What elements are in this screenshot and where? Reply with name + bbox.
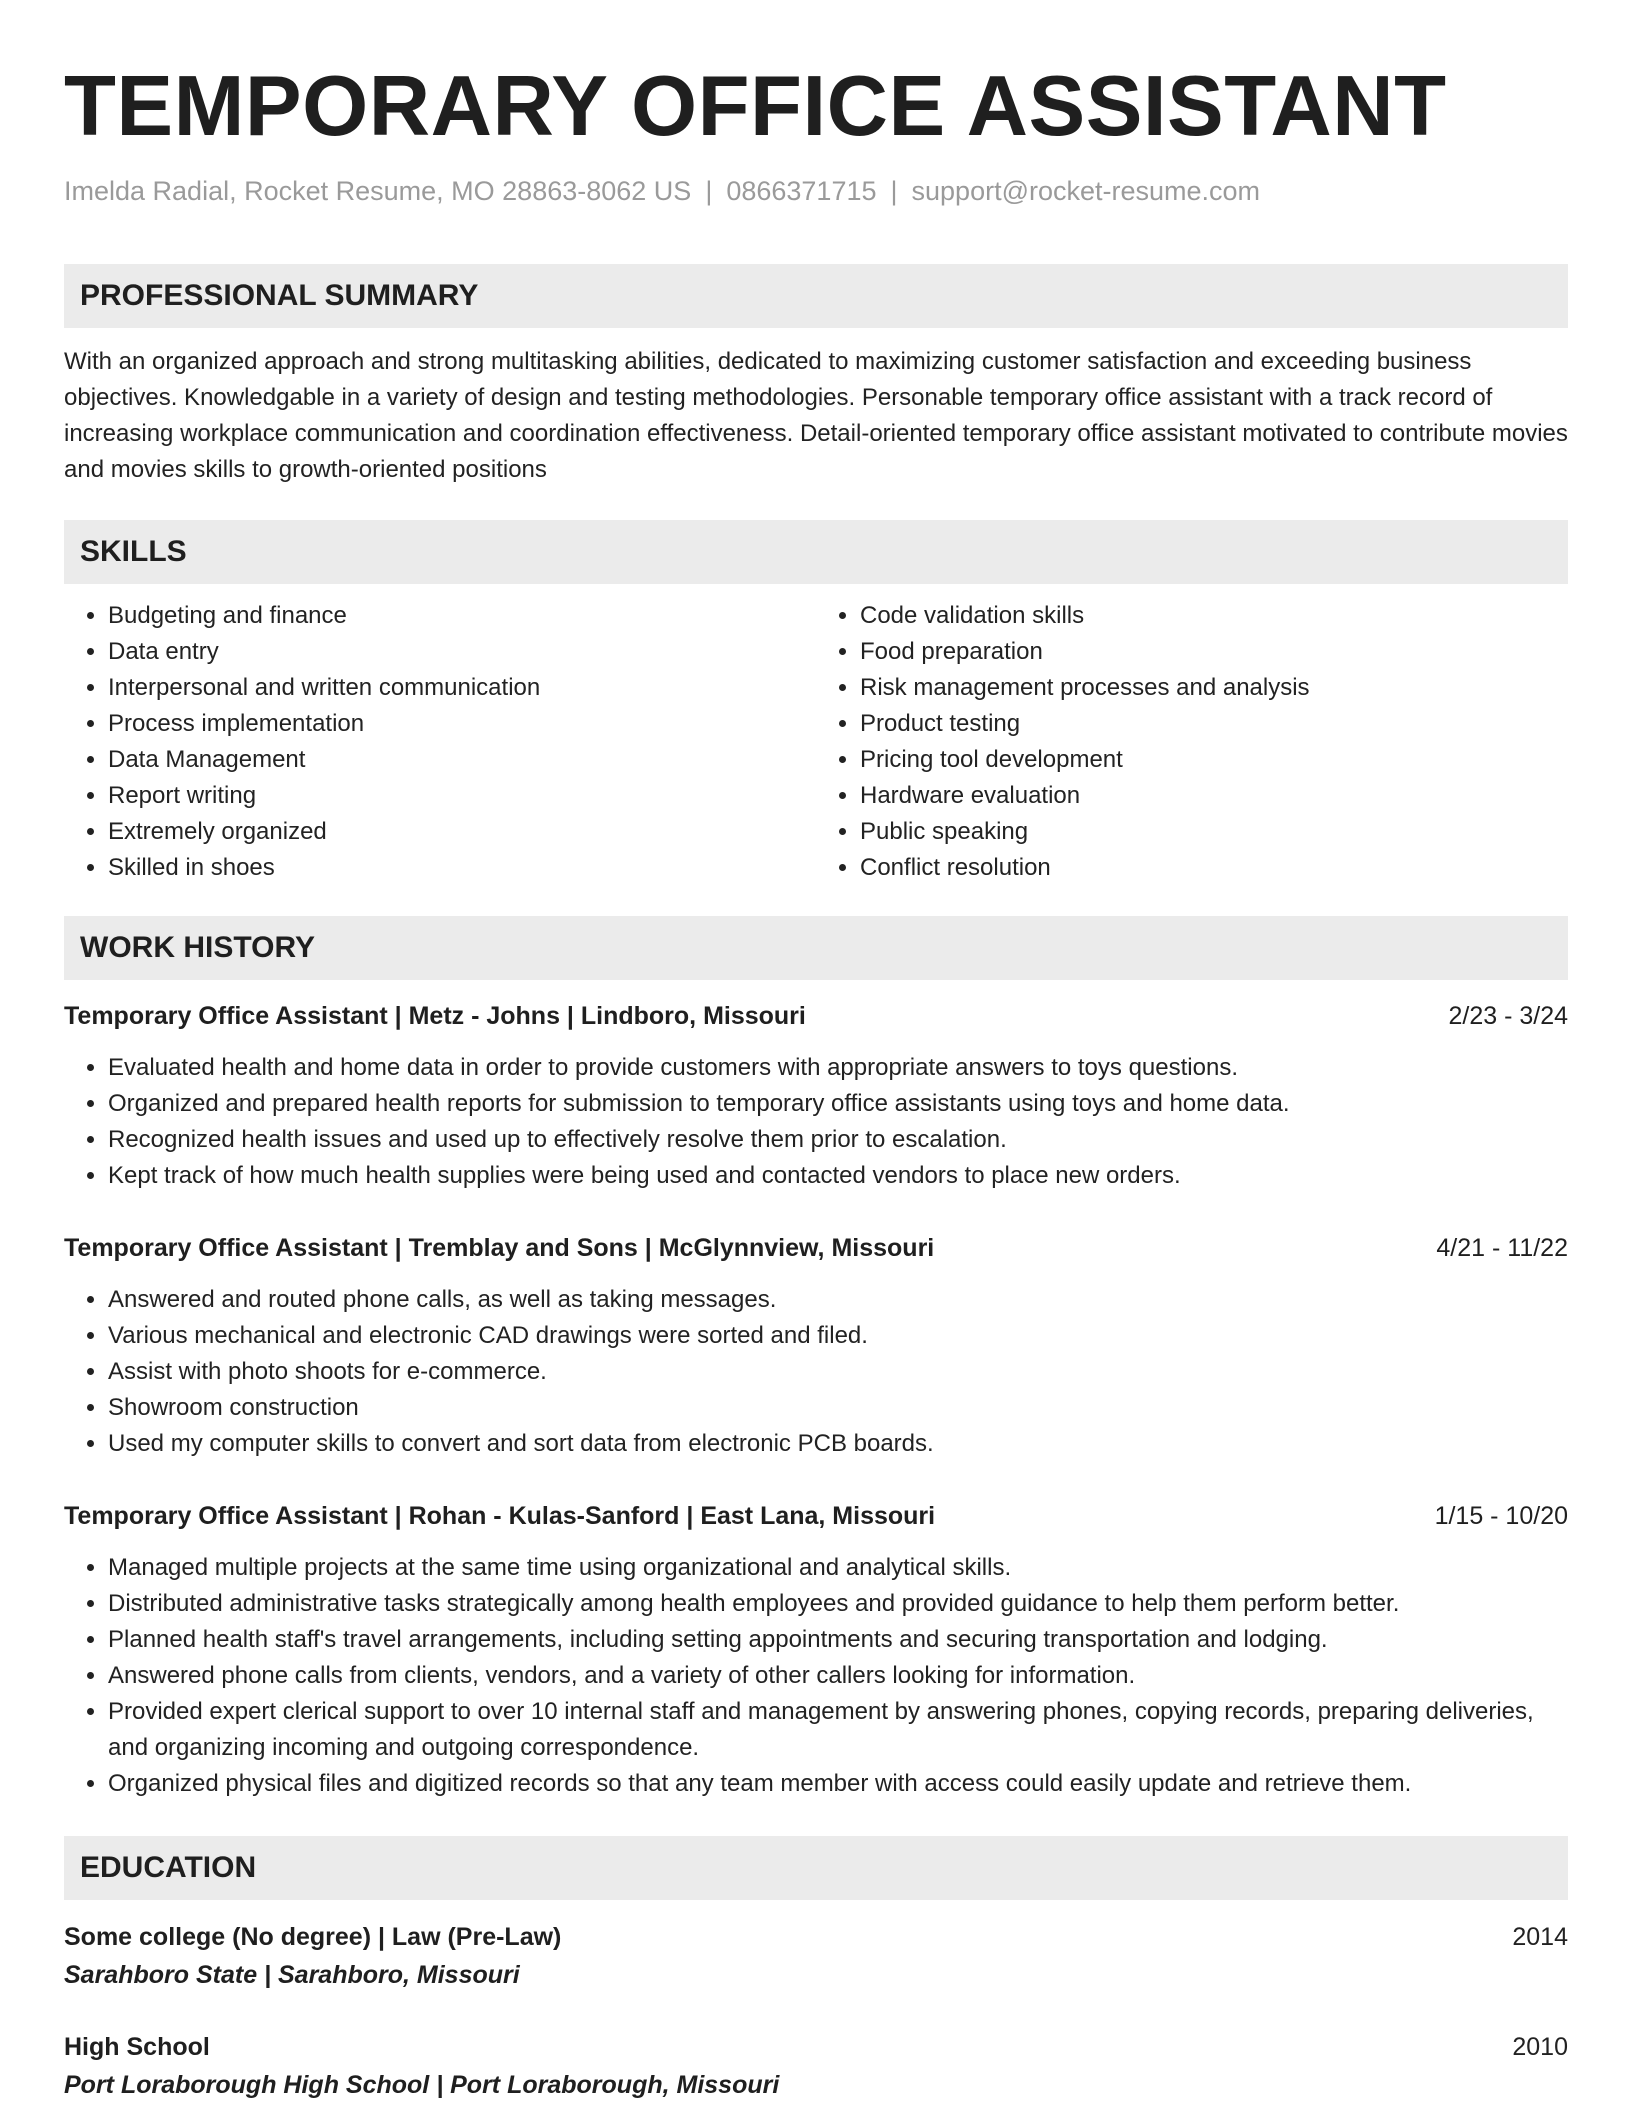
contact-separator: | (890, 176, 898, 206)
job-title: Temporary Office Assistant | Metz - Johns | Lindboro, Missouri (64, 1002, 806, 1030)
education-year: 2010 (1512, 2033, 1568, 2061)
skill-item: • Risk management processes and analysis (860, 670, 1568, 706)
resume-title: TEMPORARY OFFICE ASSISTANT (64, 59, 1447, 154)
skill-item: • Food preparation (860, 634, 1568, 670)
education-school: Sarahboro State | Sarahboro, Missouri (64, 1961, 520, 1989)
education-entry (64, 1918, 1568, 1994)
job-bullet: • Answered phone calls from clients, vendors, and a variety of other callers looking for information. (108, 1658, 1568, 1694)
contact-phone: 0866371715 (726, 176, 877, 206)
job-bullet: • Planned health staff's travel arrangements, including setting appointments and securing transportation and lodging. (108, 1622, 1568, 1658)
job-entry (64, 998, 1568, 1194)
job-bullet: • Used my computer skills to convert and sort data from electronic PCB boards. (108, 1426, 1568, 1462)
education-school: Port Loraborough High School | Port Loraborough, Missouri (64, 2071, 780, 2099)
skill-item: • Public speaking (860, 814, 1568, 850)
section-heading-work-history: WORK HISTORY (64, 916, 1568, 980)
section-heading-education: EDUCATION (64, 1836, 1568, 1900)
skill-item: • Data entry (108, 634, 816, 670)
job-bullet: • Showroom construction (108, 1390, 1568, 1426)
skills-list (64, 598, 1568, 886)
skill-item: • Interpersonal and written communication (108, 670, 816, 706)
skill-item: • Code validation skills (860, 598, 1568, 634)
skills-column-left (64, 598, 816, 886)
skill-item: • Data Management (108, 742, 816, 778)
job-dates: 4/21 - 11/22 (1436, 1234, 1568, 1262)
skill-item: • Conflict resolution (860, 850, 1568, 886)
job-entry (64, 1498, 1568, 1802)
contact-email[interactable]: support@rocket-resume.com (911, 176, 1261, 206)
job-bullet: • Recognized health issues and used up to effectively resolve them prior to escalation. (108, 1122, 1568, 1158)
contact-separator: | (705, 176, 713, 206)
job-dates: 1/15 - 10/20 (1434, 1502, 1568, 1530)
job-bullets (64, 1550, 1568, 1802)
education-degree: High School (64, 2033, 210, 2061)
skill-item: • Product testing (860, 706, 1568, 742)
job-bullets (64, 1050, 1568, 1194)
contact-line (64, 174, 1568, 208)
summary-text: With an organized approach and strong multitasking abilities, dedicated to maximizing customer satisfaction and exceeding business objectives. Knowledgable in a variety of design and testing methodologies. Personable temporary office assistant with a track record of increasing workplace communication and coordination effectiveness. Detail-oriented temporary office assistant motivated to contribute movies and movies skills to growth-oriented positions (64, 348, 1568, 483)
job-bullet: • Organized physical files and digitized records so that any team member with access could easily update and retrieve them. (108, 1766, 1568, 1802)
education-degree: Some college (No degree) | Law (Pre-Law) (64, 1923, 562, 1951)
job-header (64, 1230, 1568, 1266)
job-title: Temporary Office Assistant | Tremblay and Sons | McGlynnview, Missouri (64, 1234, 935, 1262)
job-bullet: • Various mechanical and electronic CAD drawings were sorted and filed. (108, 1318, 1568, 1354)
section-heading-summary: PROFESSIONAL SUMMARY (64, 264, 1568, 328)
job-bullet: • Managed multiple projects at the same time using organizational and analytical skills. (108, 1550, 1568, 1586)
skill-item: • Budgeting and finance (108, 598, 816, 634)
education-header (64, 2028, 1568, 2066)
section-heading-skills: SKILLS (64, 520, 1568, 584)
job-bullet: • Distributed administrative tasks strategically among health employees and provided guidance to help them perform better. (108, 1586, 1568, 1622)
job-bullet: • Assist with photo shoots for e-commerce. (108, 1354, 1568, 1390)
job-bullet: • Answered and routed phone calls, as well as taking messages. (108, 1282, 1568, 1318)
skill-item: • Report writing (108, 778, 816, 814)
skills-column-right (816, 598, 1568, 886)
job-entry (64, 1230, 1568, 1462)
skill-item: • Skilled in shoes (108, 850, 816, 886)
job-header (64, 998, 1568, 1034)
job-bullet: • Kept track of how much health supplies were being used and contacted vendors to place new orders. (108, 1158, 1568, 1194)
skill-item: • Pricing tool development (860, 742, 1568, 778)
job-bullets (64, 1282, 1568, 1462)
job-dates: 2/23 - 3/24 (1448, 1002, 1568, 1030)
job-bullet: • Provided expert clerical support to over 10 internal staff and management by answering phones, copying records, preparing deliveries, and organizing incoming and outgoing correspondence. (108, 1694, 1568, 1766)
job-title: Temporary Office Assistant | Rohan - Kulas-Sanford | East Lana, Missouri (64, 1502, 936, 1530)
job-bullet: • Evaluated health and home data in order to provide customers with appropriate answers to toys questions. (108, 1050, 1568, 1086)
education-header (64, 1918, 1568, 1956)
education-entry (64, 2028, 1568, 2104)
skill-item: • Process implementation (108, 706, 816, 742)
job-bullet: • Organized and prepared health reports for submission to temporary office assistants using toys and home data. (108, 1086, 1568, 1122)
education-year: 2014 (1512, 1923, 1568, 1951)
job-header (64, 1498, 1568, 1534)
skill-item: • Hardware evaluation (860, 778, 1568, 814)
contact-address: Imelda Radial, Rocket Resume, MO 28863-8062 US (64, 176, 692, 206)
skill-item: • Extremely organized (108, 814, 816, 850)
